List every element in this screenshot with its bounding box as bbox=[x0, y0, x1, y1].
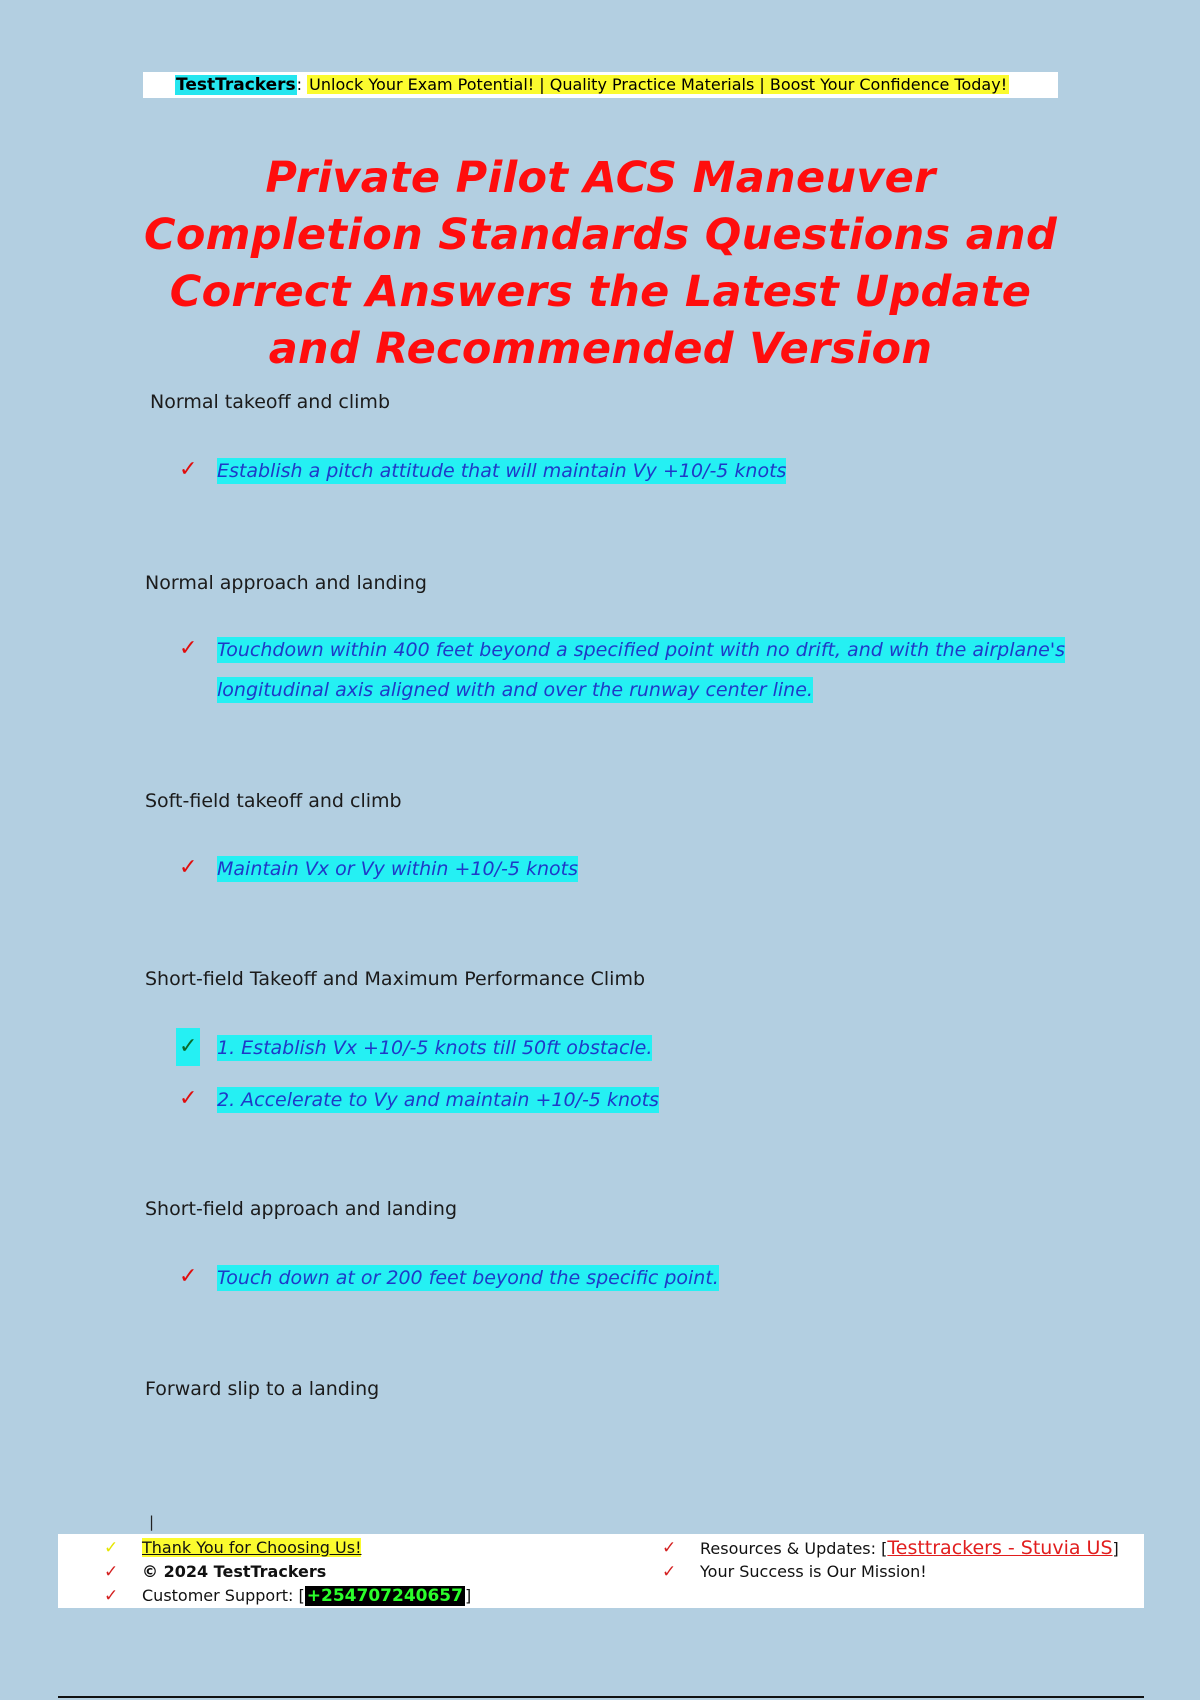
support-phone[interactable]: +254707240657 bbox=[306, 1586, 463, 1606]
question-heading: Normal approach and landing bbox=[145, 572, 427, 594]
question-heading: Soft-field takeoff and climb bbox=[145, 790, 402, 812]
check-icon: ✓ bbox=[104, 1562, 119, 1582]
footer-right bbox=[618, 1536, 1138, 1584]
bracket: [ bbox=[298, 1586, 305, 1605]
answer-list bbox=[145, 630, 1065, 710]
check-icon: ✓ bbox=[176, 1028, 200, 1066]
brand-name: TestTrackers bbox=[176, 75, 296, 95]
check-icon: ✓ bbox=[104, 1586, 119, 1606]
answer-item bbox=[145, 1080, 1065, 1120]
banner-tagline: Unlock Your Exam Potential! | Quality Practice Materials | Boost Your Confidence Today! bbox=[309, 75, 1008, 94]
mission-text: Your Success is Our Mission! bbox=[700, 1562, 927, 1581]
check-icon: ✓ bbox=[179, 636, 198, 661]
resources-link[interactable]: Testtrackers - Stuvia US bbox=[887, 1537, 1113, 1559]
answer-text: Maintain Vx or Vy within +10/-5 knots bbox=[217, 858, 579, 880]
footer bbox=[58, 1534, 1144, 1608]
question-heading: Short-field Takeoff and Maximum Performance Climb bbox=[145, 968, 646, 990]
answer-list bbox=[150, 451, 1070, 491]
qa-section bbox=[145, 966, 1065, 1120]
qa-section bbox=[145, 1196, 1065, 1298]
answer-list bbox=[145, 849, 1065, 889]
qa-section bbox=[145, 788, 1065, 889]
document-title: Private Pilot ACS Maneuver Completion Standards Questions and Correct Answers the Latest Update and Recommended Version bbox=[143, 153, 1058, 374]
bracket: ] bbox=[464, 1586, 472, 1605]
answer-text: Establish a pitch attitude that will maintain Vy +10/-5 knots bbox=[217, 460, 787, 482]
bracket: ] bbox=[1112, 1539, 1119, 1558]
answer-item bbox=[145, 1028, 1065, 1068]
answer-item bbox=[145, 630, 1065, 710]
copyright-text: © 2024 TestTrackers bbox=[142, 1562, 327, 1581]
check-icon: ✓ bbox=[662, 1538, 677, 1558]
footer-row bbox=[618, 1560, 1138, 1584]
footer-row bbox=[58, 1584, 618, 1608]
footer-row bbox=[618, 1536, 1138, 1560]
check-icon: ✓ bbox=[179, 1086, 198, 1111]
qa-section bbox=[150, 389, 1070, 491]
answer-text: 1. Establish Vx +10/-5 knots till 50ft obstacle. bbox=[217, 1037, 653, 1059]
answer-item bbox=[145, 1258, 1065, 1298]
answer-item bbox=[150, 451, 1070, 491]
bracket: [ bbox=[881, 1539, 888, 1558]
check-icon: ✓ bbox=[179, 855, 198, 880]
footer-row bbox=[58, 1560, 618, 1584]
check-icon: ✓ bbox=[662, 1562, 677, 1582]
check-icon: ✓ bbox=[104, 1538, 119, 1558]
resources-label: Resources & Updates: bbox=[700, 1539, 882, 1558]
answer-text: 2. Accelerate to Vy and maintain +10/-5 knots bbox=[217, 1089, 659, 1111]
question-heading: Short-field approach and landing bbox=[145, 1198, 458, 1220]
support-label: Customer Support: bbox=[142, 1586, 299, 1605]
text-cursor: | bbox=[149, 1513, 155, 1531]
question-heading: Forward slip to a landing bbox=[145, 1378, 380, 1400]
brand-separator: : bbox=[296, 75, 303, 94]
divider bbox=[58, 1696, 1144, 1698]
check-icon: ✓ bbox=[179, 1264, 198, 1289]
question-heading: Normal takeoff and climb bbox=[150, 391, 391, 413]
footer-left bbox=[58, 1536, 618, 1608]
answer-list bbox=[145, 1258, 1065, 1298]
answer-text: Touchdown within 400 feet beyond a specified point with no drift, and with the airplane's longitudinal axis aligned with and over the runway center line. bbox=[217, 639, 1065, 701]
answer-item bbox=[145, 849, 1065, 889]
thanks-text: Thank You for Choosing Us! bbox=[142, 1538, 362, 1557]
header-banner bbox=[143, 72, 1058, 98]
answer-text: Touch down at or 200 feet beyond the specific point. bbox=[217, 1267, 719, 1289]
answer-list bbox=[145, 1028, 1065, 1120]
qa-section bbox=[145, 570, 1065, 710]
qa-section bbox=[145, 1376, 1065, 1402]
check-icon: ✓ bbox=[179, 457, 198, 482]
footer-row bbox=[58, 1536, 618, 1560]
